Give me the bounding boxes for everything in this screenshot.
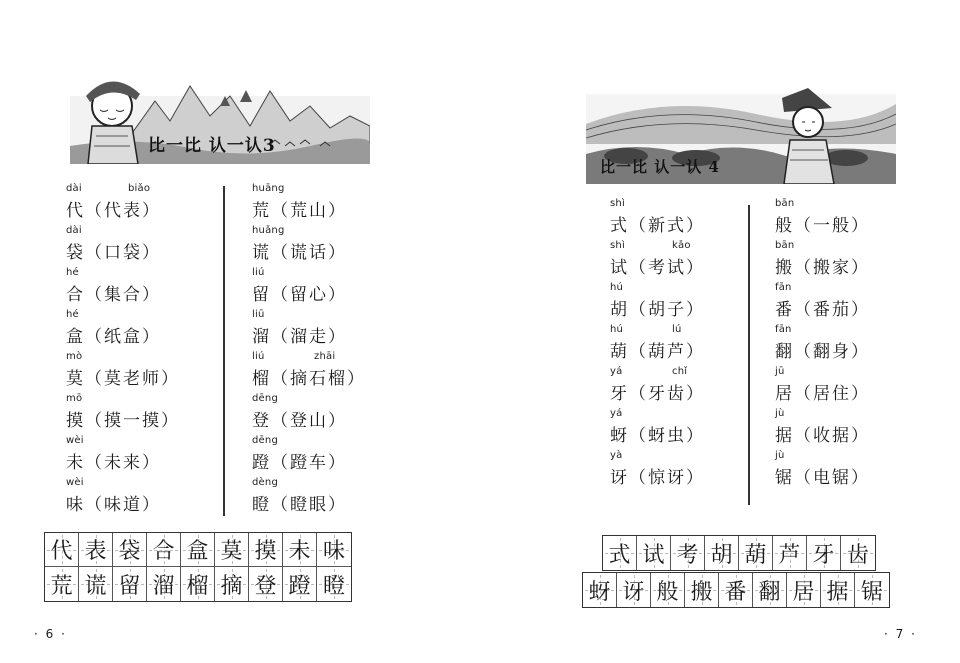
word-entry <box>775 450 925 492</box>
grid-cell <box>181 533 215 567</box>
word-entry <box>775 366 925 408</box>
pinyin-label: liū <box>252 309 265 320</box>
pinyin-label: hé <box>66 309 79 320</box>
grid-cell <box>685 573 719 607</box>
hanzi-word: 登（登山） <box>252 411 347 431</box>
grid-character: 考 <box>676 542 699 568</box>
word-entry <box>252 267 402 309</box>
pinyin-label: bān <box>775 198 795 209</box>
word-entry <box>775 408 925 450</box>
grid-cell <box>637 536 671 570</box>
word-entry <box>66 183 216 225</box>
grid-row <box>45 567 351 601</box>
hanzi-word: 讶（惊讶） <box>610 468 705 488</box>
grid-character: 盒 <box>186 539 209 564</box>
grid-row <box>45 533 351 567</box>
hanzi-word: 谎（谎话） <box>252 243 347 263</box>
hanzi-word: 合（集合） <box>66 285 161 305</box>
grid-character: 据 <box>826 579 849 605</box>
grid-character: 搬 <box>690 579 713 605</box>
hanzi-word: 般（一般） <box>775 216 870 236</box>
grid-cell <box>113 533 147 567</box>
hanzi-word: 瞪（瞪眼） <box>252 495 347 515</box>
grid-cell <box>249 567 283 601</box>
grid-cell <box>79 567 113 601</box>
pinyin-label: bān <box>775 240 795 251</box>
grid-character: 牙 <box>812 542 835 568</box>
word-entry <box>775 282 925 324</box>
right-banner-illustration <box>586 84 896 184</box>
grid-cell <box>283 567 317 601</box>
word-entry <box>66 435 216 477</box>
grid-cell <box>739 536 773 570</box>
pinyin-label: liú <box>252 351 265 362</box>
right-section-title: 比一比 认一认 4 <box>600 158 720 176</box>
grid-cell <box>113 567 147 601</box>
grid-character: 未 <box>288 539 311 564</box>
grid-character: 表 <box>84 539 107 564</box>
pinyin-label: huǎng <box>252 225 285 236</box>
grid-cell <box>249 533 283 567</box>
hanzi-word: 番（番茄） <box>775 300 870 320</box>
grid-character: 居 <box>792 579 815 605</box>
word-entry <box>610 240 760 282</box>
hanzi-word: 据（收据） <box>775 426 870 446</box>
grid-cell <box>787 573 821 607</box>
pinyin-label: dēng <box>252 393 278 404</box>
hanzi-word: 袋（口袋） <box>66 243 161 263</box>
grid-cell <box>79 533 113 567</box>
hanzi-word: 荒（荒山） <box>252 201 347 221</box>
hanzi-word: 盒（纸盒） <box>66 327 161 347</box>
grid-cell <box>807 536 841 570</box>
hanzi-word: 式（新式） <box>610 216 705 236</box>
pinyin-label: huāng <box>252 183 285 194</box>
grid-character: 般 <box>656 579 679 605</box>
hanzi-word: 搬（搬家） <box>775 258 870 278</box>
word-entry <box>66 477 216 519</box>
word-entry <box>610 366 760 408</box>
hanzi-word: 牙（牙齿） <box>610 384 705 404</box>
pinyin-label: yá <box>610 408 623 419</box>
pinyin-label: hú <box>610 324 624 335</box>
pinyin-label: hé <box>66 267 79 278</box>
left-page-number: · 6 · <box>34 627 67 641</box>
grid-cell <box>705 536 739 570</box>
grid-character: 锯 <box>860 579 883 605</box>
word-entry <box>775 198 925 240</box>
word-entry <box>610 408 760 450</box>
word-entry <box>610 324 760 366</box>
left-banner-illustration <box>70 66 370 164</box>
grid-character: 溜 <box>152 573 175 599</box>
grid-character: 试 <box>642 542 665 568</box>
hanzi-word: 胡（胡子） <box>610 300 705 320</box>
grid-character: 味 <box>322 539 345 564</box>
grid-character: 番 <box>724 579 747 605</box>
hanzi-word: 留（留心） <box>252 285 347 305</box>
pinyin-label: jù <box>775 408 785 419</box>
grid-cell <box>651 573 685 607</box>
grid-character: 蹬 <box>288 573 311 599</box>
grid-character: 翻 <box>758 579 781 605</box>
word-entry <box>252 435 402 477</box>
hanzi-word: 居（居住） <box>775 384 870 404</box>
grid-character: 摸 <box>254 539 277 564</box>
hanzi-word: 莫（莫老师） <box>66 369 180 389</box>
grid-cell <box>841 536 875 570</box>
left-column-divider <box>223 186 225 516</box>
right-column-divider <box>748 205 750 505</box>
grid-cell <box>583 573 617 607</box>
word-entry <box>775 240 925 282</box>
grid-character: 芦 <box>778 542 801 568</box>
grid-character: 葫 <box>744 542 767 568</box>
grid-character: 式 <box>608 542 631 568</box>
pinyin-label: jū <box>775 366 785 377</box>
word-entry <box>252 351 402 393</box>
grid-cell <box>283 533 317 567</box>
grid-character: 谎 <box>84 573 107 599</box>
pinyin-label: mò <box>66 351 83 362</box>
pinyin-label: wèi <box>66 435 84 446</box>
grid-cell <box>215 567 249 601</box>
word-entry <box>66 351 216 393</box>
pinyin-label: yá <box>610 366 623 377</box>
left-word-list-col2 <box>252 183 402 519</box>
pinyin-label: fān <box>775 324 792 335</box>
pinyin-label: mō <box>66 393 83 404</box>
grid-row <box>583 573 889 607</box>
grid-cell <box>753 573 787 607</box>
pinyin-label: wèi <box>66 477 84 488</box>
pinyin-label: liú <box>252 267 265 278</box>
hanzi-word: 未（未来） <box>66 453 161 473</box>
right-character-grid-row2 <box>582 572 890 608</box>
hanzi-word: 溜（溜走） <box>252 327 347 347</box>
right-page <box>480 0 960 663</box>
right-page-number: · 7 · <box>884 627 917 641</box>
pinyin-label: fān <box>775 282 792 293</box>
pinyin-label: dēng <box>252 435 278 446</box>
word-entry <box>252 225 402 267</box>
word-entry <box>775 324 925 366</box>
grid-character: 荒 <box>50 573 73 599</box>
pinyin-label: dèng <box>252 477 278 488</box>
pinyin-label-secondary: zhāi <box>314 351 336 362</box>
word-entry <box>66 309 216 351</box>
grid-cell <box>671 536 705 570</box>
hanzi-word: 蹬（蹬车） <box>252 453 347 473</box>
grid-character: 代 <box>50 539 73 564</box>
grid-row <box>603 536 875 570</box>
hanzi-word: 味（味道） <box>66 495 161 515</box>
grid-cell <box>45 567 79 601</box>
right-word-list-col2 <box>775 198 925 492</box>
word-entry <box>610 450 760 492</box>
grid-cell <box>45 533 79 567</box>
pinyin-label: dài <box>66 183 82 194</box>
grid-character: 合 <box>152 539 175 564</box>
grid-character: 讶 <box>622 579 645 605</box>
hanzi-word: 蚜（蚜虫） <box>610 426 705 446</box>
grid-cell <box>147 567 181 601</box>
hanzi-word: 代（代表） <box>66 201 161 221</box>
pinyin-label-secondary: kǎo <box>672 240 691 251</box>
word-entry <box>252 477 402 519</box>
grid-cell <box>181 567 215 601</box>
pinyin-label: yà <box>610 450 623 461</box>
grid-character: 摘 <box>220 573 243 599</box>
right-word-list-col1 <box>610 198 760 492</box>
hanzi-word: 试（考试） <box>610 258 705 278</box>
word-entry <box>252 183 402 225</box>
pinyin-label: jù <box>775 450 785 461</box>
grid-cell <box>317 533 351 567</box>
grid-character: 胡 <box>710 542 733 568</box>
left-character-grid <box>44 532 352 602</box>
grid-character: 齿 <box>846 542 869 568</box>
grid-cell <box>821 573 855 607</box>
hanzi-word: 榴（摘石榴） <box>252 369 366 389</box>
grid-cell <box>215 533 249 567</box>
grid-character: 莫 <box>220 539 243 564</box>
right-character-grid-row1 <box>602 535 876 571</box>
grid-cell <box>855 573 889 607</box>
grid-cell <box>147 533 181 567</box>
word-entry <box>66 225 216 267</box>
pinyin-label: dài <box>66 225 82 236</box>
word-entry <box>66 393 216 435</box>
word-entry <box>252 309 402 351</box>
word-entry <box>610 282 760 324</box>
hanzi-word: 摸（摸一摸） <box>66 411 180 431</box>
pinyin-label: shì <box>610 240 625 251</box>
grid-cell <box>317 567 351 601</box>
word-entry <box>252 393 402 435</box>
grid-character: 瞪 <box>322 573 345 599</box>
hanzi-word: 葫（葫芦） <box>610 342 705 362</box>
word-entry <box>610 198 760 240</box>
word-entry <box>66 267 216 309</box>
pinyin-label-secondary: lú <box>672 324 682 335</box>
grid-character: 留 <box>118 573 141 599</box>
pinyin-label: shì <box>610 198 625 209</box>
grid-character: 榴 <box>186 573 209 599</box>
hanzi-word: 锯（电锯） <box>775 468 870 488</box>
pinyin-label-secondary: chǐ <box>672 366 688 377</box>
hanzi-word: 翻（翻身） <box>775 342 870 362</box>
grid-cell <box>617 573 651 607</box>
left-section-title: 比一比 认一认3 <box>148 136 276 156</box>
left-word-list-col1 <box>66 183 216 519</box>
grid-character: 蚜 <box>588 579 611 605</box>
pinyin-label-secondary: biǎo <box>128 183 151 194</box>
grid-character: 登 <box>254 573 277 599</box>
grid-character: 袋 <box>118 539 141 564</box>
grid-cell <box>719 573 753 607</box>
pinyin-label: hú <box>610 282 624 293</box>
grid-cell <box>773 536 807 570</box>
grid-cell <box>603 536 637 570</box>
